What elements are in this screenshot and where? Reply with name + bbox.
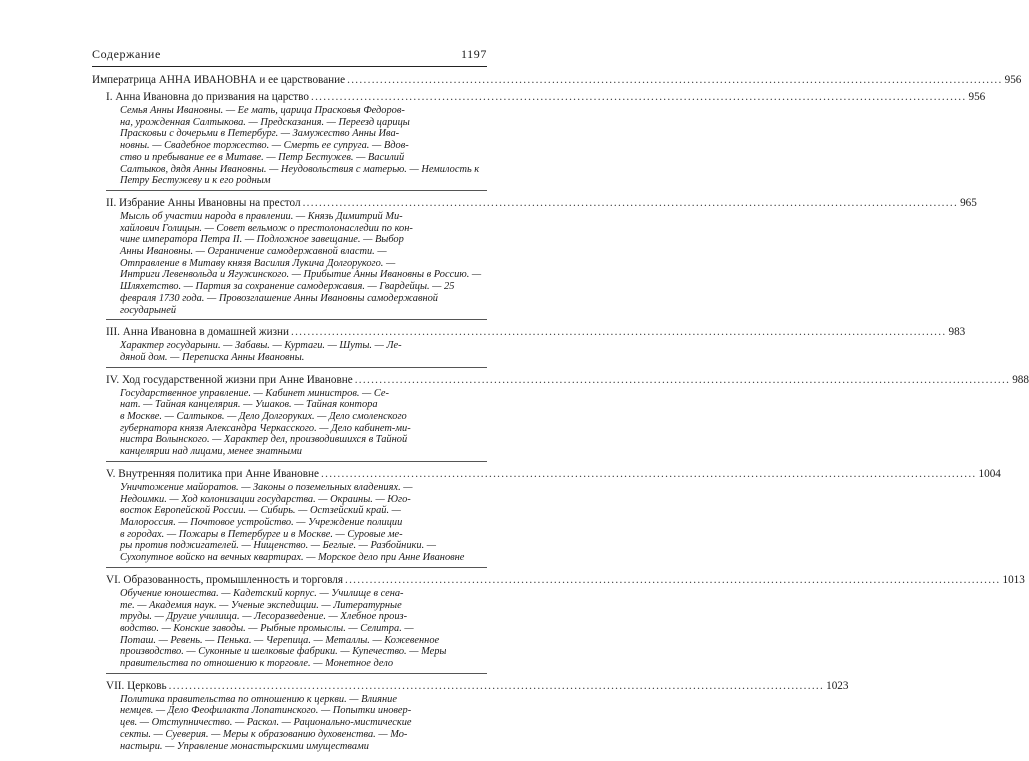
summary-line: Прасковьи с дочерьми в Петербург. — Замужество Анны Ива- (120, 128, 400, 140)
summary-line: ство и пребывание ее в Митаве. — Петр Бестужев. — Василий (120, 151, 405, 163)
summary-line: на, урожденная Салтыкова. — Предсказания. — Переезд царицы (120, 116, 410, 128)
toc-chapter (106, 467, 1001, 568)
chapter-title: VII. Церковь (106, 679, 167, 692)
chapter-page: 1013 (1002, 573, 1025, 586)
summary-line: Государственное управление. — Кабинет министров. — Се- (120, 387, 389, 399)
dot-leader: ................................................................................................................................................................ (347, 74, 1003, 86)
chapter-page: 988 (1012, 373, 1029, 386)
chapter-summary (106, 211, 487, 316)
summary-line: Семья Анны Ивановны. — Ее мать, царица Прасковья Федоров- (120, 105, 405, 116)
summary-line: Поташ. — Ревень. — Пенька. — Черепица. — Металлы. — Кожевенное производство. — Суконные и шелковые фабрики. — Купечество. — Меры правительства по отношению к торговле. — Монетное дело (120, 634, 447, 670)
section-title: Содержание (92, 47, 161, 61)
summary-line: те. — Академия наук. — Ученые экспедиции. — Литературные (120, 599, 402, 611)
summary-line: в городах. — Пожары в Петербурге и в Москве. — Суровые ме- (120, 528, 403, 540)
chapter-title: I. Анна Ивановна до призвания на царство (106, 91, 309, 103)
summary-line: Интриги Левенвольда и Ягужинского. — Прибытие Анны Ивановны в Россию. — Шляхетство. — Партия за сохранение самодержавия. — Гвардейцы. — 25 февраля 1730 года. — Провозглашение Анны Ивановны самодержавной государыней (120, 269, 482, 316)
chapter-page: 983 (948, 326, 966, 339)
summary-line: новны. — Свадебное торжество. — Смерть ее супруга. — Вдов- (120, 140, 409, 152)
summary-line: секты. — Суеверия. — Меры к образованию духовенства. — Мо- (120, 728, 408, 740)
summary-line: Характер государыни. — Забавы. — Куртаги. — Шуты. — Ле- (120, 340, 402, 352)
summary-line: дяной дом. — Переписка Анны Ивановны. (120, 351, 305, 363)
chapter-summary (106, 340, 487, 363)
chapter-title: III. Анна Ивановна в домашней жизни (106, 326, 289, 339)
chapter-page: 965 (960, 196, 977, 209)
summary-line: чине императора Петра II. — Подложное завещание. — Выбор (120, 234, 404, 246)
chapter-title: IV. Ход государственной жизни при Анне Ивановне (106, 373, 353, 386)
chapter-heading-row (106, 679, 849, 693)
summary-line: цев. — Отступничество. — Раскол. — Рационально-мистические (120, 717, 412, 729)
chapter-page: 1004 (978, 467, 1001, 480)
summary-line: Салтыков, дядя Анны Ивановны. — Неудовольствия с матерью. — Немилость к Петру Бестужеву и к его родным (120, 163, 480, 187)
chapter-heading-row (106, 196, 977, 210)
chapter-summary (106, 105, 487, 187)
chapter-summary (106, 482, 487, 564)
summary-line: нат. — Тайная канцелярия. — Ушаков. — Тайная контора (120, 399, 378, 411)
chapter-heading-row (106, 373, 1029, 387)
toc-chapter (106, 679, 849, 756)
chapter-title: VI. Образованность, промышленность и торговля (106, 573, 343, 586)
summary-line: настыри. — Управление монастырскими имуществами (120, 740, 369, 752)
chapter-title: II. Избрание Анны Ивановны на престол (106, 196, 301, 209)
toc-chapter (106, 573, 1025, 674)
summary-line: губернатора князя Александра Черкасского. — Дело кабинет-ми- (120, 422, 411, 434)
header-rule (92, 66, 487, 67)
summary-line: хайлович Голицын. — Совет вельмож о престолонаследии по кон- (120, 222, 413, 234)
dot-leader: ................................................................................................................................................................ (344, 573, 1001, 586)
chapter-heading-row (106, 467, 1001, 481)
summary-line: нистра Волынского. — Характер дел, производившихся в Тайной (120, 434, 408, 446)
summary-line: Отправление в Митаву князя Василия Лукича Долгорукого. — (120, 257, 396, 269)
chapter-list (92, 91, 1029, 755)
summary-line: водство. — Конские заводы. — Рыбные промыслы. — Селитра. — (120, 622, 414, 634)
dot-leader: ................................................................................................................................................................ (168, 679, 825, 692)
dot-leader: ................................................................................................................................................................ (290, 326, 947, 339)
toc-chapter (106, 196, 977, 320)
table-of-contents (92, 74, 1029, 761)
chapter-heading-row (106, 91, 986, 104)
summary-line: Малороссия. — Почтовое устройство. — Учреждение полиции (120, 516, 403, 528)
summary-line: канцелярии над лицами, менее знатными (120, 446, 302, 458)
dot-leader: ................................................................................................................................................................ (302, 196, 959, 209)
chapter-summary (106, 388, 487, 458)
summary-line: Политика правительства по отношению к церкви. — Влияние (120, 693, 397, 705)
toc-chapter (106, 326, 966, 367)
chapter-summary (106, 588, 487, 670)
dot-leader: ................................................................................................................................................................ (354, 373, 1011, 386)
toc-top-entry (92, 74, 1022, 87)
summary-line: Уничтожение майоратов. — Законы о поземельных владениях. — (120, 481, 413, 493)
dot-leader: ................................................................................................................................................................ (321, 467, 977, 480)
chapter-heading-row (106, 326, 966, 339)
summary-line: восток Европейской России. — Сибирь. — Остзейский край. — (120, 505, 401, 517)
toc-entry-title: Императрица АННА ИВАНОВНА и ее царствование (92, 74, 346, 86)
summary-line: труды. — Другие училища. — Лесоразведение. — Хлебное произ- (120, 611, 408, 623)
summary-line: немцев. — Дело Феофилакта Лопатинского. — Попытки иновер- (120, 705, 412, 717)
summary-line: Недоимки. — Ход колонизации государства. — Окраины. — Юго- (120, 493, 411, 505)
chapter-page: 956 (968, 91, 986, 103)
summary-line: Анны Ивановны. — Ограничение самодержавной власти. — (120, 246, 387, 258)
dot-leader: ................................................................................................................................................................ (310, 91, 967, 103)
chapter-heading-row (106, 573, 1025, 587)
summary-line: в Москве. — Салтыков. — Дело Долгоруких. — Дело смоленского (120, 411, 407, 423)
toc-entry-page: 956 (1004, 74, 1022, 86)
page-number: 1197 (461, 47, 487, 61)
summary-line: ры против поджигателей. — Нищенство. — Беглые. — Разбойники. — Сухопутное войско на вечных квартирах. — Морское дело при Анне Ивановне (120, 540, 465, 564)
running-head (92, 47, 487, 62)
summary-line: Обучение юношества. — Кадетский корпус. — Училище в сена- (120, 587, 404, 599)
chapter-page: 1023 (826, 679, 849, 692)
summary-line: Мысль об участии народа в правлении. — Князь Димитрий Ми- (120, 210, 403, 222)
chapter-title: V. Внутренняя политика при Анне Ивановне (106, 467, 320, 480)
toc-chapter (106, 373, 1029, 462)
chapter-summary (106, 694, 487, 753)
toc-chapter (106, 91, 986, 191)
